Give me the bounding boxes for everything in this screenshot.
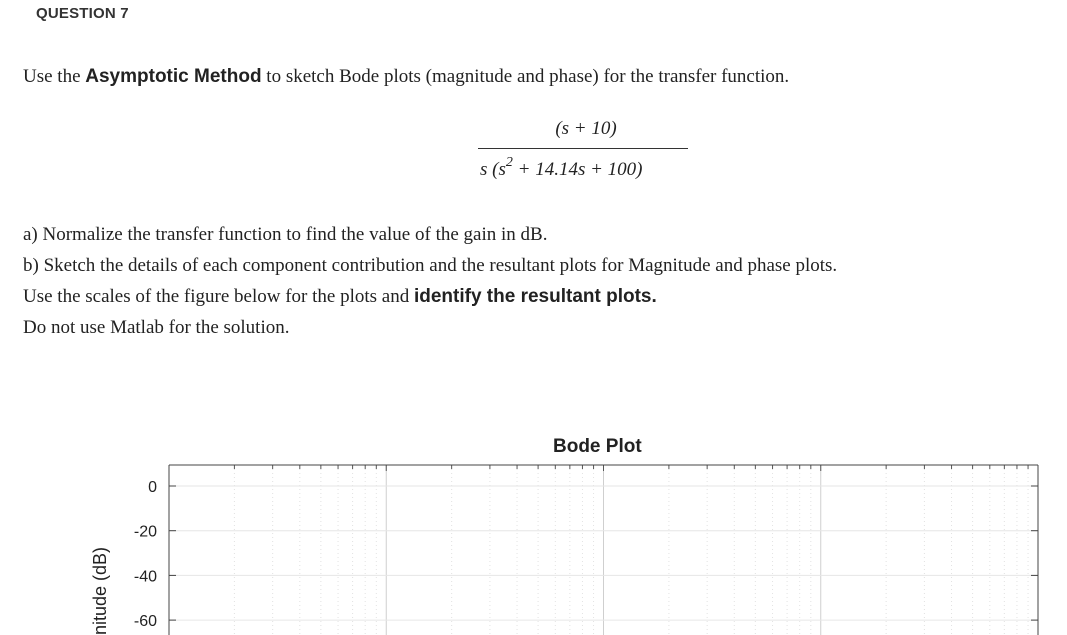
chart-title: Bode Plot — [553, 436, 642, 457]
no-matlab-text: Do not use Matlab for the solution. — [23, 317, 290, 338]
part-a-text: a) Normalize the transfer function to find the value of the gain in dB. — [23, 224, 548, 245]
scale-prefix: Use the scales of the figure below for the plots and — [23, 286, 414, 307]
y-tick-label: -60 — [133, 613, 157, 631]
y-tick-label: 0 — [148, 479, 157, 496]
grid-layer — [169, 465, 1038, 635]
tf-numerator: (s + 10) — [555, 118, 617, 139]
y-tick-label: -40 — [133, 568, 157, 586]
question-header: QUESTION 7 — [36, 5, 129, 22]
tf-denominator: s $(s^2 + 14.14s + 100)$ — [480, 155, 643, 181]
label-layer — [90, 479, 157, 635]
intro-prefix: Use the — [23, 66, 86, 87]
y-tick-label: -20 — [133, 523, 157, 541]
part-b-text: b) Sketch the details of each component contribution and the resultant plots for Magnitude and phase plots. — [23, 255, 838, 276]
intro-suffix: to sketch Bode plots (magnitude and phase) for the transfer function. — [261, 66, 790, 87]
scale-emphasis: identify the resultant plots. — [413, 286, 657, 307]
intro-emphasis: Asymptotic Method — [85, 66, 262, 87]
y-axis-label: nitude (dB) — [90, 546, 110, 635]
